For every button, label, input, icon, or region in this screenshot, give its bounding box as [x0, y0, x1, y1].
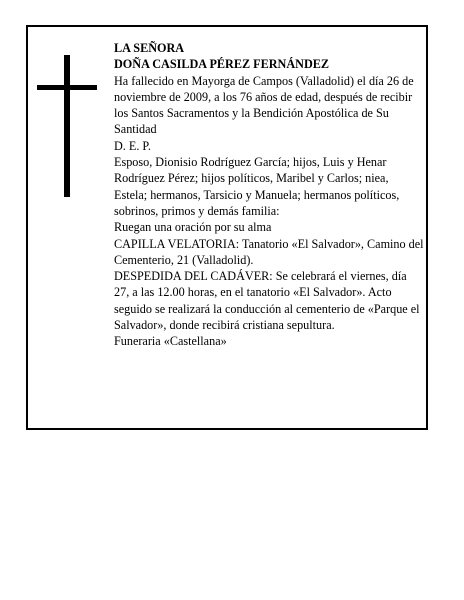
deceased-name: DOÑA CASILDA PÉREZ FERNÁNDEZ: [114, 57, 330, 72]
funeral-home: Funeraria «Castellana»: [114, 334, 227, 349]
obituary-text: [114, 40, 424, 350]
cross-vertical-bar: [64, 55, 70, 197]
farewell: DESPEDIDA DEL CADÁVER: Se celebrará el viernes, día 27, a las 12.00 horas, en el tanatorio «El Salvador». Acto seguido se realizará la conducción al cementerio de «Parque el Salvador», donde recibirá cristiana sepultura.: [114, 269, 420, 333]
chapel: CAPILLA VELATORIA: Tanatorio «El Salvador», Camino del Cementerio, 21 (Valladolid).: [114, 236, 424, 267]
dep: D. E. P.: [114, 138, 151, 153]
family-list: Esposo, Dionisio Rodríguez García; hijos, Luis y Henar Rodríguez Pérez; hijos políticos, Maribel y Carlos; niea, Estela; hermanos, Tarsicio y Manuela; hermanos políticos, sobrinos, primos y demás familia:: [114, 155, 400, 218]
heading: LA SEÑORA: [114, 41, 185, 55]
cross-horizontal-bar: [37, 85, 97, 90]
cross-icon: [37, 55, 97, 197]
prayer: Ruegan una oración por su alma: [114, 220, 272, 235]
announcement: Ha fallecido en Mayorga de Campos (Valladolid) el día 26 de noviembre de 2009, a los 76 años de edad, después de recibir los Santos Sacramentos y la Bendición Apostólica de Su Santidad: [114, 73, 414, 137]
